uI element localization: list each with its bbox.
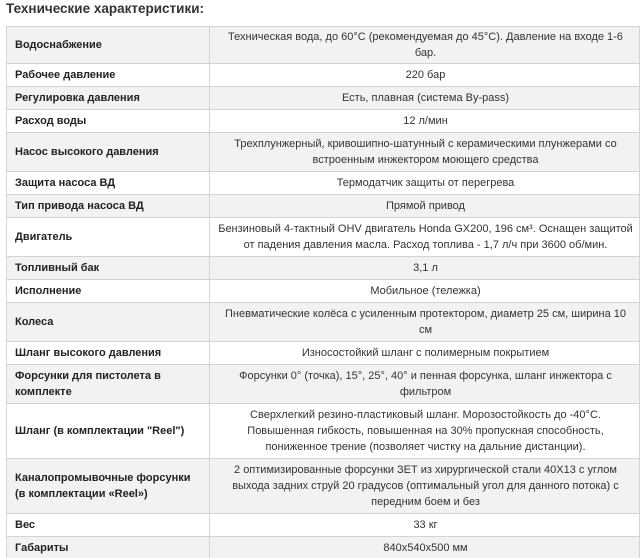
spec-label: Насос высокого давления: [7, 133, 210, 172]
table-row: [7, 27, 640, 64]
spec-label: Защита насоса ВД: [7, 172, 210, 195]
table-row: [7, 514, 640, 537]
table-row: [7, 218, 640, 257]
spec-value: Техническая вода, до 60°С (рекомендуемая до 45°С). Давление на входе 1-6 бар.: [210, 27, 640, 64]
spec-value: Термодатчик защиты от перегрева: [210, 172, 640, 195]
spec-label: Регулировка давления: [7, 87, 210, 110]
spec-value: Форсунки 0° (точка), 15°, 25°, 40° и пенная форсунка, шланг инжектора с фильтром: [210, 365, 640, 404]
spec-value: 12 л/мин: [210, 110, 640, 133]
spec-label: Габариты: [7, 537, 210, 558]
spec-value: Сверхлегкий резино-пластиковый шланг. Морозостойкость до -40°С. Повышенная гибкость, повышенная на 30% пропускная способность, пониженное трение (позволяет чистку на дальние дистанции).: [210, 404, 640, 459]
spec-label: Двигатель: [7, 218, 210, 257]
table-row: [7, 87, 640, 110]
spec-value: 220 бар: [210, 64, 640, 87]
spec-value: Пневматические колёса с усиленным протектором, диаметр 25 см, ширина 10 см: [210, 303, 640, 342]
spec-label: Топливный бак: [7, 257, 210, 280]
spec-value: Износостойкий шланг с полимерным покрытием: [210, 342, 640, 365]
specifications-table: [6, 26, 640, 558]
spec-label: Шланг высокого давления: [7, 342, 210, 365]
table-row: [7, 195, 640, 218]
spec-value: Бензиновый 4-тактный OHV двигатель Honda GX200, 196 см³. Оснащен защитой от падения давления масла. Расход топлива - 1,7 л/ч при 3600 об/мин.: [210, 218, 640, 257]
spec-label: Рабочее давление: [7, 64, 210, 87]
spec-value: 2 оптимизированные форсунки ЗЕТ из хирургической стали 40Х13 с углом выхода задних струй 20 градусов (оптимальный угол для данного потока) с передним боем и без: [210, 459, 640, 514]
table-row: [7, 64, 640, 87]
table-row: [7, 365, 640, 404]
table-row: [7, 133, 640, 172]
spec-value: Есть, плавная (система By-pass): [210, 87, 640, 110]
spec-value: Трехплунжерный, кривошипно-шатунный с керамическими плунжерами со встроенным инжектором моющего средства: [210, 133, 640, 172]
spec-label: Вес: [7, 514, 210, 537]
spec-label: Каналопромывочные форсунки (в комплектации «Reel»): [7, 459, 210, 514]
table-row: [7, 342, 640, 365]
table-row: [7, 459, 640, 514]
table-row: [7, 303, 640, 342]
table-row: [7, 110, 640, 133]
page-title: Технические характеристики:: [6, 1, 205, 16]
table-row: [7, 257, 640, 280]
spec-label: Шланг (в комплектации "Reel"): [7, 404, 210, 459]
table-row: [7, 172, 640, 195]
table-row: [7, 404, 640, 459]
table-row: [7, 280, 640, 303]
spec-label: Форсунки для пистолета в комплекте: [7, 365, 210, 404]
spec-value: 33 кг: [210, 514, 640, 537]
spec-value: Мобильное (тележка): [210, 280, 640, 303]
spec-value: 3,1 л: [210, 257, 640, 280]
spec-label: Исполнение: [7, 280, 210, 303]
spec-value: Прямой привод: [210, 195, 640, 218]
spec-label: Тип привода насоса ВД: [7, 195, 210, 218]
spec-label: Колеса: [7, 303, 210, 342]
table-row: [7, 537, 640, 558]
spec-label: Расход воды: [7, 110, 210, 133]
spec-label: Водоснабжение: [7, 27, 210, 64]
spec-value: 840х540х500 мм: [210, 537, 640, 558]
